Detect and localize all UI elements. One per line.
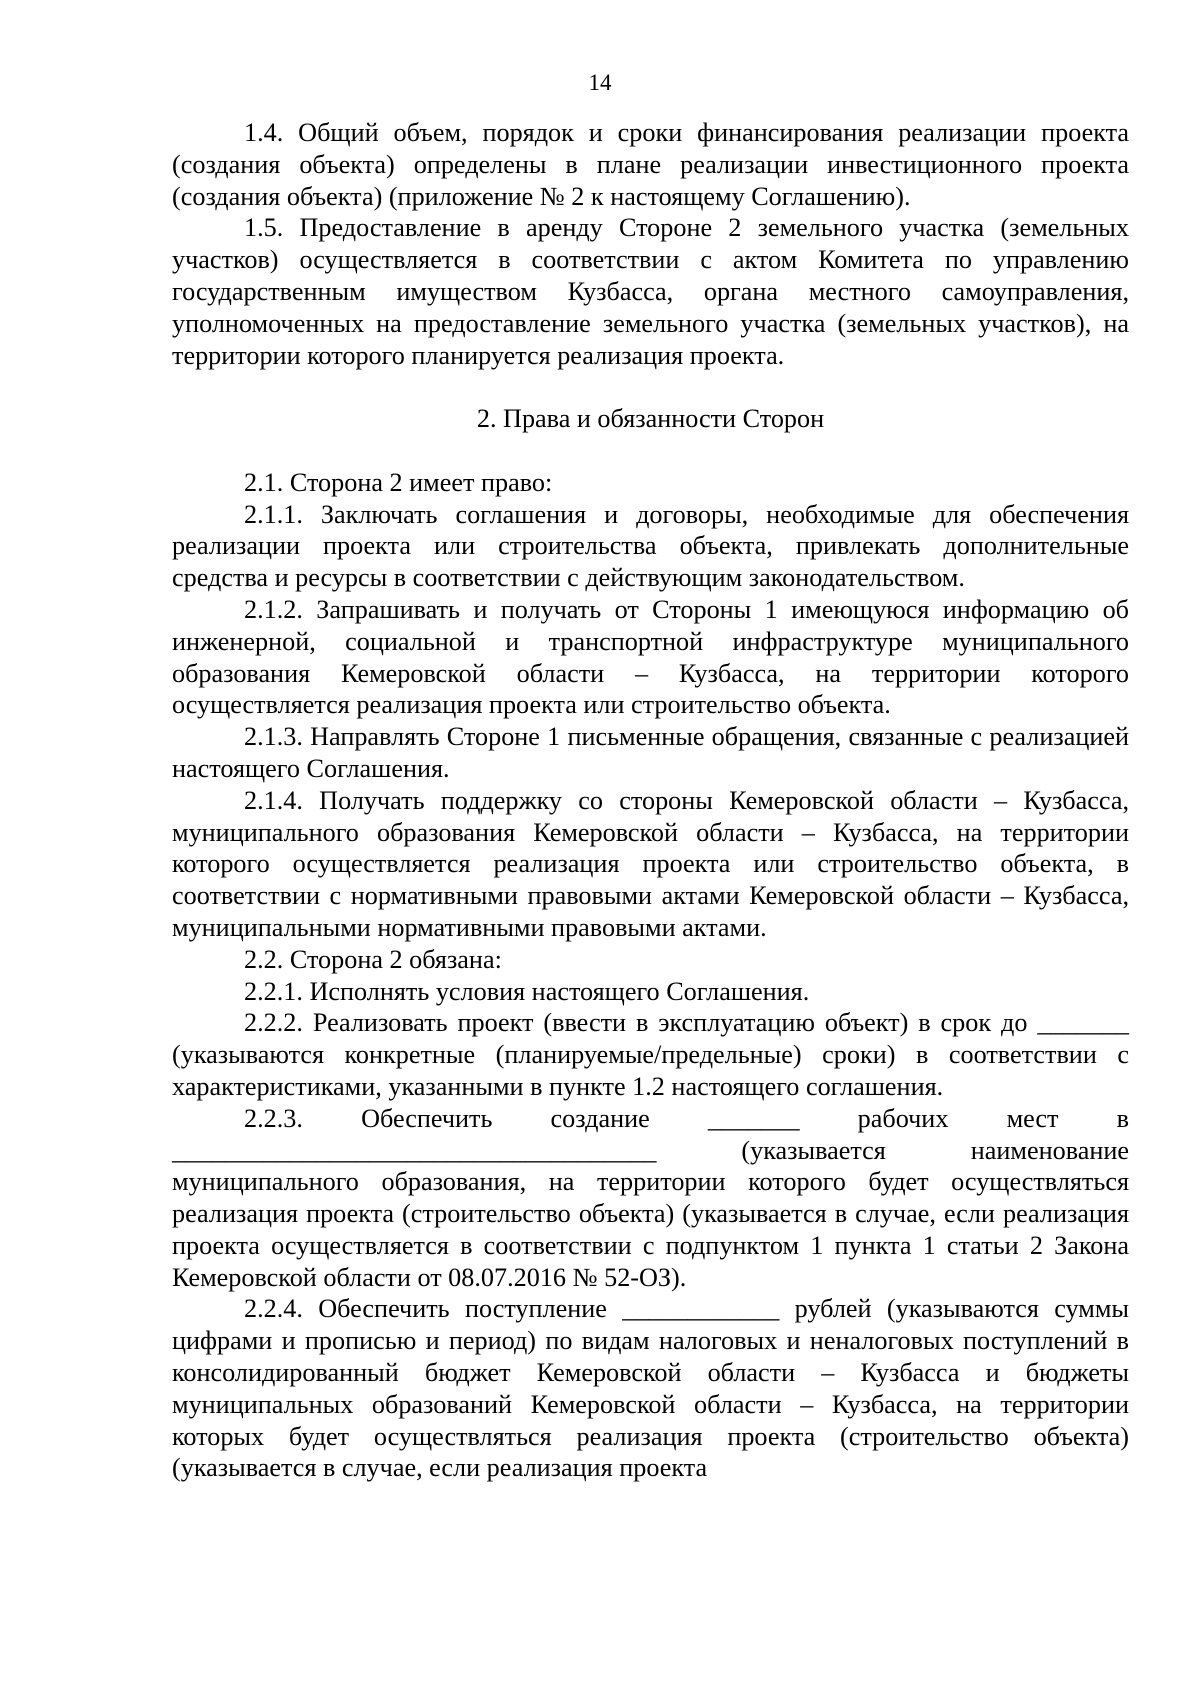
section-heading: 2. Права и обязанности Сторон <box>476 404 825 434</box>
paragraph-2-1: 2.1. Сторона 2 имеет право: <box>244 467 553 497</box>
page-number: 14 <box>588 70 612 95</box>
paragraph-2-2-4: 2.2.4. Обеспечить поступление ____________ рублей (указываются суммы цифрами и прописью и период) по видам налоговых и неналоговых поступлений в консолидированный бюджет Кемеровской области – Кузбасса и бюджеты муниципальных образований Кемеровской области – Кузбасса, на территории которых будет осуществляться реализация проекта (строительство объекта) (указывается в случае, если реализация проекта <box>172 1294 1129 1483</box>
document-body <box>172 117 1129 1484</box>
paragraph-2-1-4: 2.1.4. Получать поддержку со стороны Кемеровской области – Кузбасса, муниципального образования Кемеровской области – Кузбасса, на территории которого осуществляется реализация проекта или строительство объекта, в соответствии с нормативными правовыми актами Кемеровской области – Кузбасса, муниципальными нормативными правовыми актами. <box>172 785 1129 942</box>
paragraph-2-2-1: 2.2.1. Исполнять условия настоящего Соглашения. <box>244 976 810 1006</box>
paragraph-1-4: 1.4. Общий объем, порядок и сроки финансирования реализации проекта (создания объекта) определены в плане реализации инвестиционного проекта (создания объекта) (приложение № 2 к настоящему Соглашению). <box>172 118 1129 211</box>
paragraph-2-1-2: 2.1.2. Запрашивать и получать от Стороны 1 имеющуюся информацию об инженерной, социальной и транспортной инфраструктуре муниципального образования Кемеровской области – Кузбасса, на территории которого осуществляется реализация проекта или строительство объекта. <box>172 594 1129 720</box>
paragraph-1-5: 1.5. Предоставление в аренду Стороне 2 земельного участка (земельных участков) осуществляется в соответствии с актом Комитета по управлению государственным имуществом Кузбасса, органа местного самоуправления, уполномоченных на предоставление земельного участка (земельных участков), на территории которого планируется реализация проекта. <box>172 213 1129 370</box>
paragraph-2-2: 2.2. Сторона 2 обязана: <box>244 944 502 974</box>
paragraph-2-1-1: 2.1.1. Заключать соглашения и договоры, необходимые для обеспечения реализации проекта или строительства объекта, привлекать дополнительные средства и ресурсы в соответствии с действующим законодательством. <box>172 499 1129 593</box>
paragraph-2-1-3: 2.1.3. Направлять Стороне 1 письменные обращения, связанные с реализацией настоящего Соглашения. <box>172 722 1129 783</box>
paragraph-2-2-2: 2.2.2. Реализовать проект (ввести в эксплуатацию объект) в срок до _______ (указываются конкретные (планируемые/предельные) сроки) в соответствии с характеристиками, указанными в пункте 1.2 настоящего соглашения. <box>172 1008 1129 1101</box>
paragraph-2-2-3: 2.2.3. Обеспечить создание _______ рабочих мест в _____________________________________ (указывается наименование муниципального образования, на территории которого будет осуществляться реализация проекта (строительство объекта) (указывается в случае, если реализация проекта осуществляется в соответствии с подпунктом 1 пункта 1 статьи 2 Закона Кемеровской области от 08.07.2016 № 52-ОЗ). <box>172 1103 1129 1292</box>
